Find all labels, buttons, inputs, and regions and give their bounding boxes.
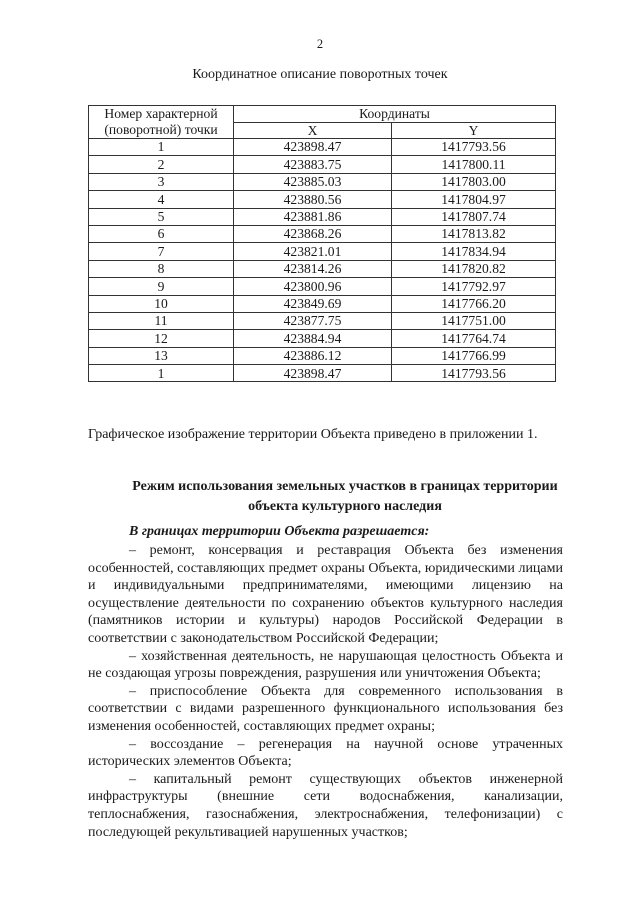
table-row [89,139,556,156]
cell-x: 423881.86 [234,208,392,225]
table-row [89,173,556,190]
graphic-note: Графическое изображение территории Объекта приведено в приложении 1. [88,427,538,442]
list-item: – ремонт, консервация и реставрация Объекта без изменения особенностей, составляющих предмет охраны Объекта, юридическими лицами и индивидуальными предпринимателями, имеющими лицензию на осуществление деятельности по сохранению объектов культурного наследия (памятников истории и культуры) народов Российской Федерации в соответствии с законодательством Российской Федерации; [88,543,563,646]
table-header-row [89,106,556,123]
cell-x: 423880.56 [234,191,392,208]
cell-point-number: 1 [89,139,234,156]
table-row [89,243,556,260]
cell-y: 1417793.56 [392,365,556,382]
cell-point-number: 5 [89,208,234,225]
table-row [89,278,556,295]
section-heading: Режим использования земельных участков в границах территории объекта культурного наследия [132,479,558,514]
table-row [89,295,556,312]
table-row [89,347,556,364]
cell-y: 1417804.97 [392,191,556,208]
cell-point-number: 9 [89,278,234,295]
cell-x: 423886.12 [234,347,392,364]
cell-point-number: 12 [89,330,234,347]
cell-point-number: 6 [89,225,234,242]
cell-x: 423885.03 [234,173,392,190]
list-item: – приспособление Объекта для современного использования в соответствии с видами разрешенного функционального использования без изменения особенностей, составляющих предмет охраны; [88,683,563,734]
cell-x: 423898.47 [234,365,392,382]
cell-y: 1417766.99 [392,347,556,364]
cell-x: 423898.47 [234,139,392,156]
cell-y: 1417766.20 [392,295,556,312]
cell-point-number: 7 [89,243,234,260]
cell-y: 1417803.00 [392,173,556,190]
cell-y: 1417793.56 [392,139,556,156]
cell-point-number: 2 [89,156,234,173]
table-row [89,312,556,329]
cell-y: 1417751.00 [392,312,556,329]
table-row [89,330,556,347]
cell-x: 423814.26 [234,260,392,277]
table-row [89,260,556,277]
cell-point-number: 13 [89,347,234,364]
cell-x: 423868.26 [234,225,392,242]
allowed-list [88,542,563,841]
list-item: – капитальный ремонт существующих объектов инженерной инфраструктуры (внешние сети водоснабжения, канализации, теплоснабжения, газоснабжения, электроснабжения, телефонизации) с последующей рекультивацией нарушенных участков; [88,771,563,840]
list-item: – воссоздание – регенерация на научной основе утраченных исторических элементов Объекта; [88,736,563,770]
cell-x: 423800.96 [234,278,392,295]
cell-x: 423877.75 [234,312,392,329]
cell-y: 1417800.11 [392,156,556,173]
cell-x: 423849.69 [234,295,392,312]
cell-x: 423884.94 [234,330,392,347]
table-row [89,225,556,242]
cell-y: 1417834.94 [392,243,556,260]
cell-x: 423883.75 [234,156,392,173]
header-y: Y [392,122,556,139]
cell-point-number: 3 [89,173,234,190]
cell-point-number: 4 [89,191,234,208]
cell-point-number: 8 [89,260,234,277]
cell-y: 1417813.82 [392,225,556,242]
coordinates-table [88,105,556,382]
table-row [89,365,556,382]
table-row [89,191,556,208]
table-caption: Координатное описание поворотных точек [192,67,448,82]
header-point-number: Номер характерной (поворотной) точки [89,106,234,139]
cell-x: 423821.01 [234,243,392,260]
cell-y: 1417820.82 [392,260,556,277]
list-item: – хозяйственная деятельность, не нарушающая целостность Объекта и не создающая угрозы повреждения, разрушения или уничтожения Объекта; [88,648,563,682]
cell-y: 1417807.74 [392,208,556,225]
header-x: X [234,122,392,139]
header-coordinates: Координаты [234,106,556,123]
page-number: 2 [316,37,324,51]
table-row [89,208,556,225]
cell-point-number: 1 [89,365,234,382]
table-row [89,156,556,173]
cell-y: 1417792.97 [392,278,556,295]
cell-point-number: 10 [89,295,234,312]
cell-y: 1417764.74 [392,330,556,347]
allowed-heading: В границах территории Объекта разрешается: [129,524,430,539]
cell-point-number: 11 [89,312,234,329]
